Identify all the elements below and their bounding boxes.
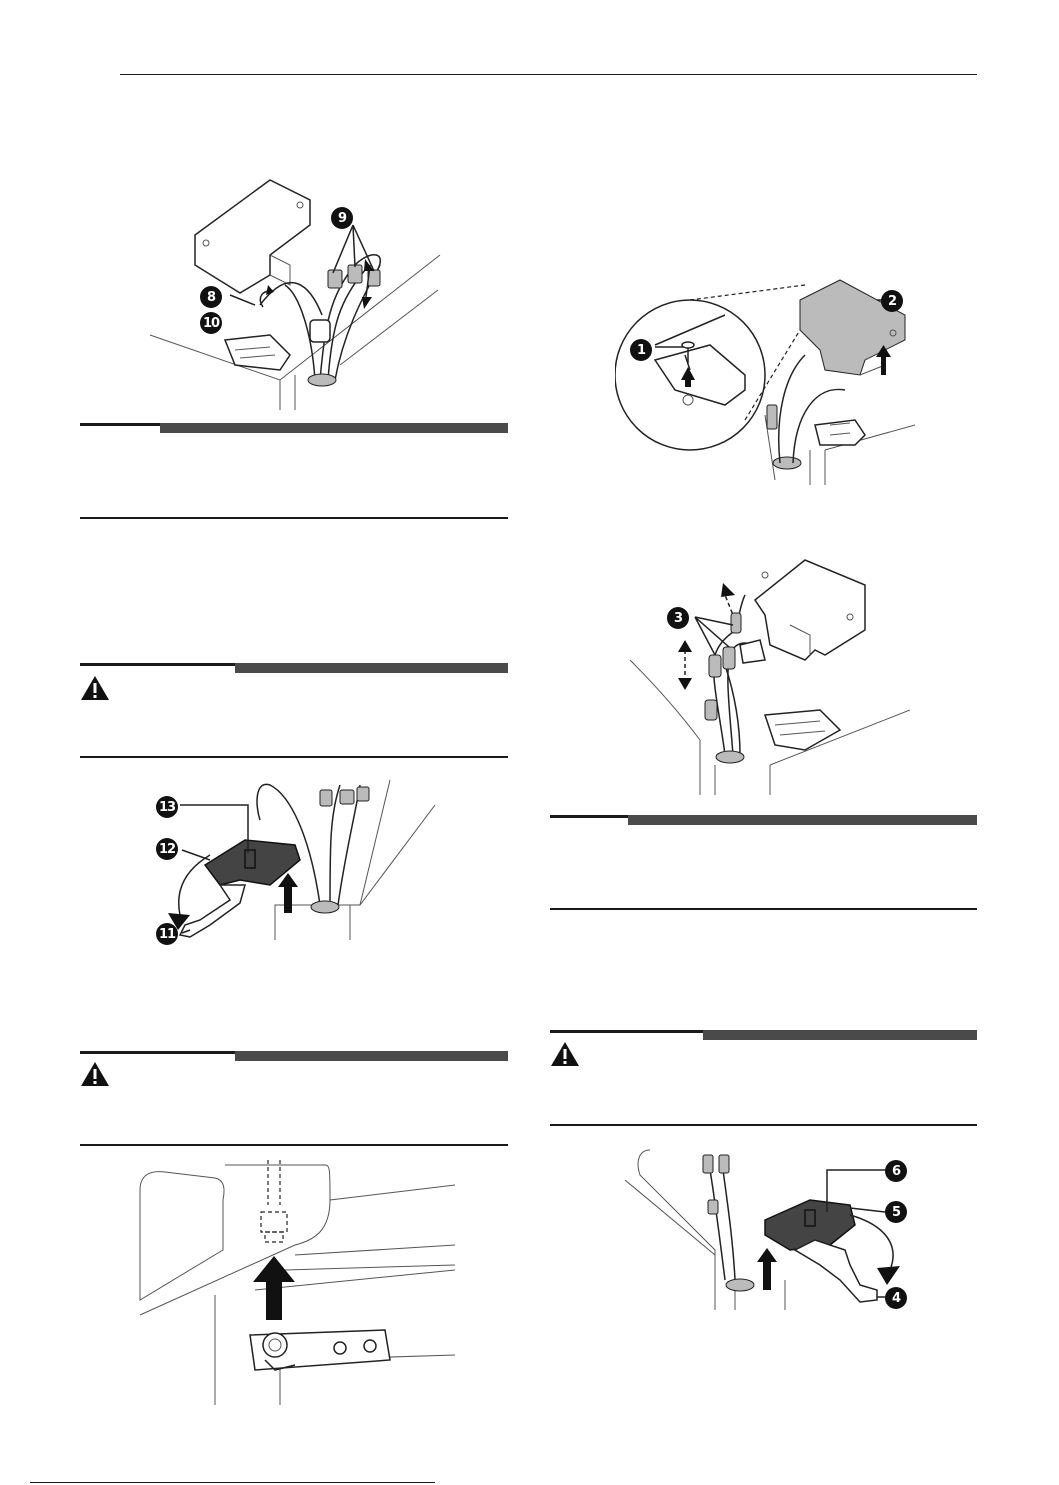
warning-triangle-icon — [80, 675, 110, 701]
header-rule — [120, 74, 977, 75]
caution-divider — [80, 756, 508, 758]
footer-rule — [30, 1482, 435, 1483]
figure-cover-removal — [615, 275, 915, 485]
figure-hinge-right — [615, 1140, 915, 1315]
callout-10: 10 — [200, 312, 222, 334]
figure-wire-harness-left — [140, 175, 460, 415]
caution-bar — [235, 663, 508, 673]
warning-triangle-icon — [550, 1041, 580, 1067]
callout-13: 13 — [156, 796, 178, 818]
callout-1: 1 — [630, 339, 652, 361]
callout-6: 6 — [885, 1160, 907, 1182]
callout-11: 11 — [156, 923, 178, 945]
caution-bar-head — [80, 663, 235, 666]
caution-bar-head — [80, 1051, 235, 1054]
section-bar — [628, 815, 977, 825]
callout-5: 5 — [885, 1201, 907, 1223]
caution-bar-head — [550, 1030, 703, 1033]
callout-2: 2 — [881, 290, 903, 312]
caution-bar — [235, 1051, 508, 1061]
section-divider — [80, 517, 508, 519]
section-bar-head — [80, 423, 160, 426]
callout-4: 4 — [885, 1287, 907, 1309]
callout-3: 3 — [667, 607, 689, 629]
warning-triangle-icon — [80, 1061, 110, 1087]
figure-door-lift — [135, 1160, 460, 1405]
caution-divider — [80, 1144, 508, 1146]
callout-9: 9 — [331, 207, 353, 229]
figure-connectors-right — [625, 555, 910, 795]
section-bar-head — [550, 815, 628, 818]
caution-divider — [550, 1124, 977, 1126]
section-bar — [160, 423, 508, 433]
section-divider — [550, 908, 977, 910]
caution-bar — [703, 1030, 977, 1040]
callout-12: 12 — [156, 838, 178, 860]
figure-hinge-left — [160, 775, 460, 945]
callout-8: 8 — [200, 286, 222, 308]
